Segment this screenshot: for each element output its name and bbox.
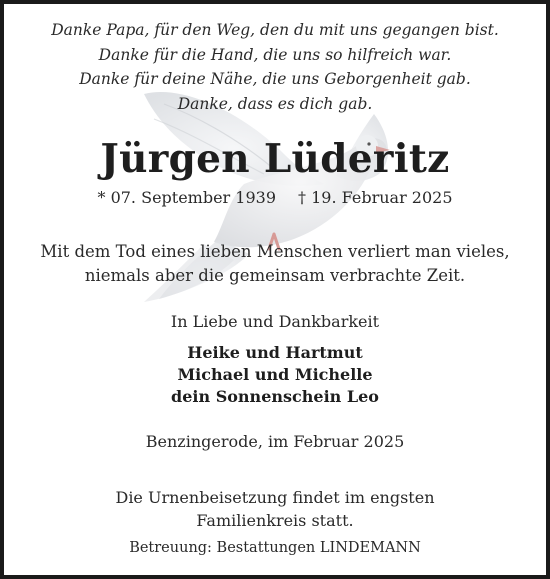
deceased-name: Jürgen Lüderitz [100,136,450,182]
farewell-line: In Liebe und Dankbarkeit [170,312,380,331]
burial-info [4,486,546,532]
memorial-quote [4,240,546,288]
family-names [4,342,546,408]
poem-line: Danke Papa, für den Weg, den du mit uns gegangen bist. [51,21,499,39]
poem-line: Danke für die Hand, die uns so hilfreich war. [98,45,452,64]
poem-line: Danke, dass es dich gab. [177,94,373,113]
quote-line: niemals aber die gemeinsam verbrachte Zeit. [84,266,466,285]
life-dates [4,188,546,207]
quote-line: Mit dem Tod eines lieben Menschen verliert man vieles, [40,242,510,261]
burial-line: Die Urnenbeisetzung findet im engsten [115,488,435,507]
family-line: Heike und Hartmut [187,343,363,362]
family-line: dein Sonnenschein Leo [171,387,379,406]
funeral-care: Betreuung: Bestattungen LINDEMANN [129,540,421,556]
death-date: † 19. Februar 2025 [298,188,453,207]
poem-line: Danke für deine Nähe, die uns Geborgenheit gab. [79,70,471,88]
poem [4,18,546,116]
family-line: Michael und Michelle [177,365,373,384]
place-date: Benzingerode, im Februar 2025 [145,432,405,451]
birth-date: * 07. September 1939 [97,188,277,207]
burial-line: Familienkreis statt. [196,511,354,530]
